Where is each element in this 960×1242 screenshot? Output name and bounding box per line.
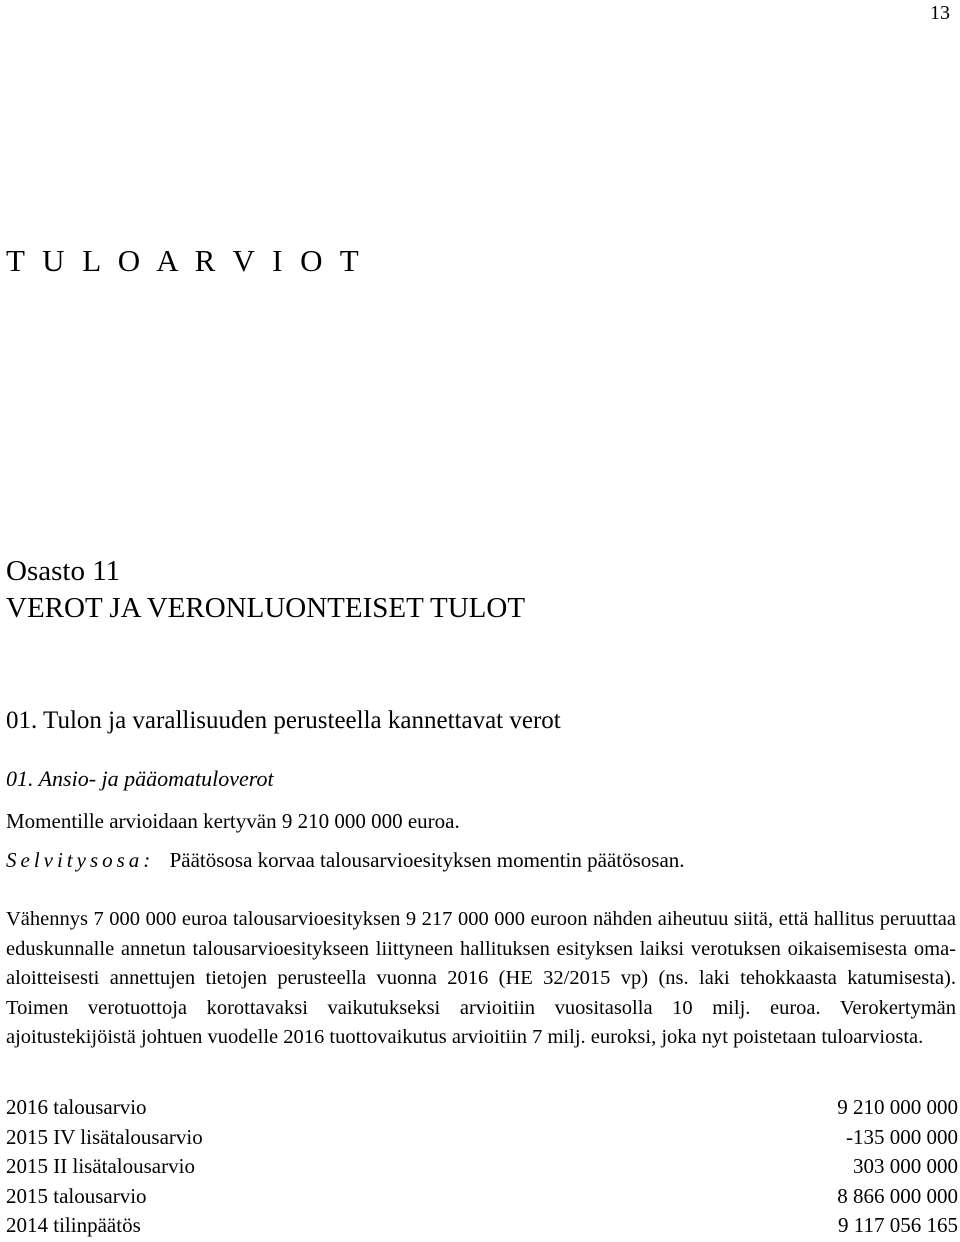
department-heading <box>6 553 525 627</box>
row-label: 2014 tilinpäätös <box>6 1213 141 1237</box>
row-label: 2015 IV lisätalousarvio <box>6 1124 203 1149</box>
row-amount: -135 000 000 <box>846 1124 958 1149</box>
row-label: 2015 II lisätalousarvio <box>6 1154 195 1178</box>
section-title: T U L O A R V I O T <box>6 243 364 278</box>
row-amount: 9 117 056 165 <box>838 1213 958 1237</box>
department-name: VEROT JA VERONLUONTEISET TULOT <box>6 592 526 624</box>
row-amount: 8 866 000 000 <box>837 1183 958 1208</box>
explanation-label: Selvitysosa: <box>6 848 155 872</box>
table-row <box>6 1152 958 1182</box>
department-number: Osasto 11 <box>6 555 121 587</box>
row-amount: 9 210 000 000 <box>837 1095 958 1119</box>
body-paragraph: Vähennys 7 000 000 euroa talousarvioesityksen 9 217 000 000 euroon nähden aiheutuu siitä, että hallitus peruuttaa eduskunnalle annetun talousarvioesitykseen liittyneen hallituksen esityksen laiksi verotuksen oikaisemisesta oma-aloitteisesti annettujen tietojen perusteella vuonna 2016 (HE 32/2015 vp) (ns. laki tehokkaasta katumisesta). Toimen verotuottoja korottavaksi vaikutukseksi arvioitiin vuositasolla 10 milj. euroa. Verokertymän ajoitustekijöistä johtuen vuodelle 2016 tuottovaikutus arvioitiin 7 milj. euroksi, joka nyt poistetaan tuloarviosta. <box>6 908 956 1048</box>
row-label: 2016 talousarvio <box>6 1095 147 1119</box>
estimate-line: Momentille arvioidaan kertyvän 9 210 000 000 euroa. <box>6 809 460 833</box>
table-row <box>6 1211 958 1241</box>
budget-history-table <box>6 1093 958 1241</box>
row-label: 2015 talousarvio <box>6 1183 147 1208</box>
table-row <box>6 1093 958 1123</box>
explanation-text: Päätösosa korvaa talousarvioesityksen momentin päätösosan. <box>169 848 685 872</box>
table-row <box>6 1123 958 1153</box>
explanation-line <box>6 848 685 873</box>
table-row <box>6 1182 958 1212</box>
page-number: 13 <box>930 2 950 24</box>
chapter-title: 01. Tulon ja varallisuuden perusteella kannettavat verot <box>6 707 561 734</box>
row-amount: 303 000 000 <box>853 1154 958 1178</box>
moment-title: 01. Ansio- ja pääomatuloverot <box>6 766 274 791</box>
